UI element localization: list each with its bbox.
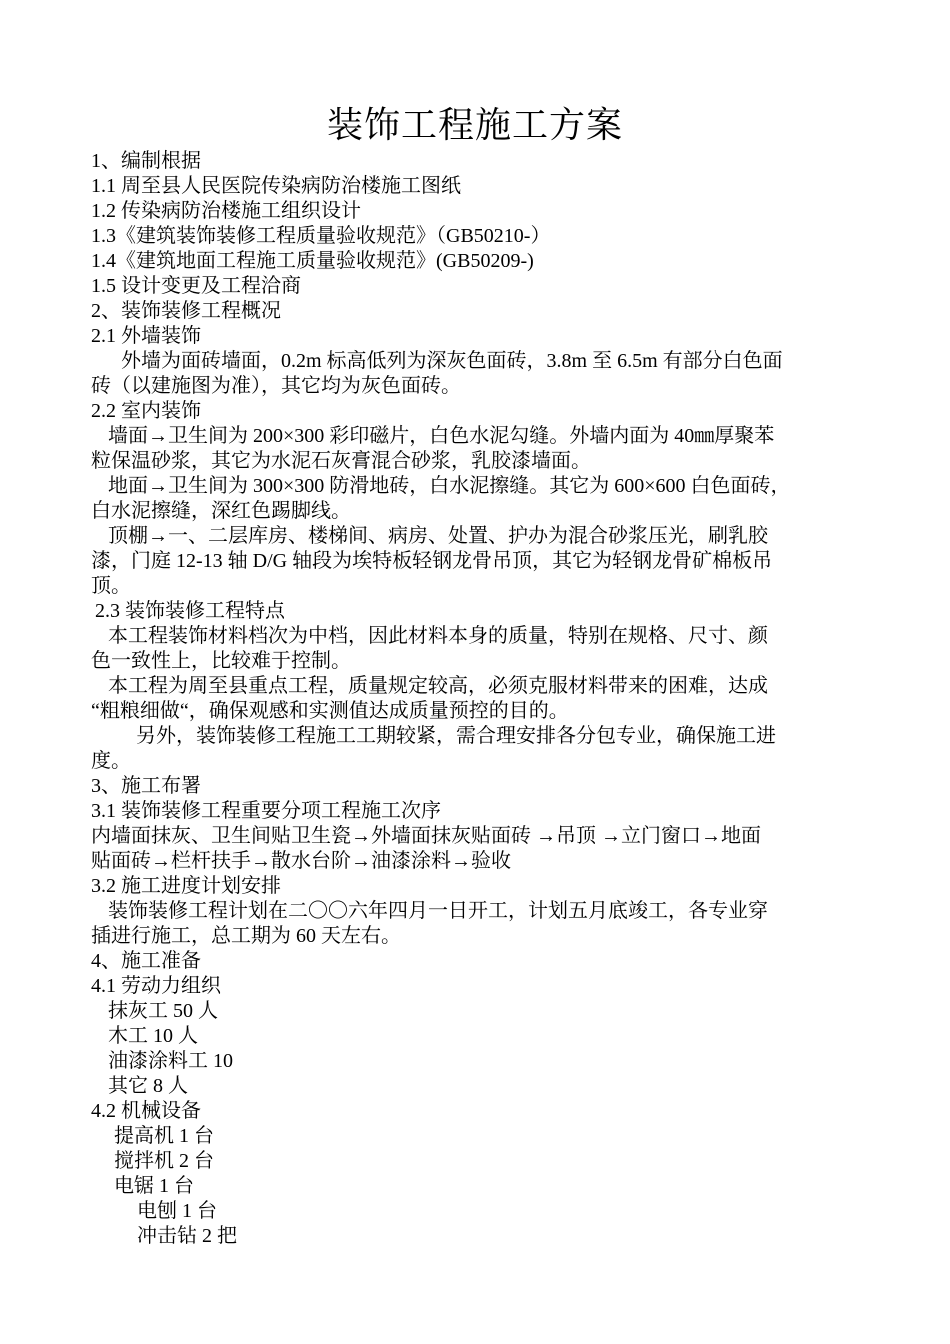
subheading: 2.1 外墙装饰 [91,325,201,347]
subheading: 4.2 机械设备 [91,1100,201,1122]
text-line: 1.4《建筑地面工程施工质量验收规范》(GB50209-) [91,250,534,272]
text-line: 顶棚→一、二层库房、楼梯间、病房、处置、护办为混合砂浆压光，刷乳胶 [108,525,768,547]
text-line: 外墙为面砖墙面，0.2m 标高低列为深灰色面砖，3.8m 至 6.5m 有部分白色面 [121,350,783,372]
heading-2: 2、装饰装修工程概况 [91,300,281,322]
subheading: 2.3 装饰装修工程特点 [95,600,285,622]
labor-item: 抹灰工 50 人 [108,1000,218,1022]
text-line: 本工程装饰材料档次为中档，因此材料本身的质量，特别在规格、尺寸、颜 [108,625,768,647]
equipment-item: 电刨 1 台 [137,1200,217,1222]
text-line: 1.2 传染病防治楼施工组织设计 [91,200,361,222]
text-line: 本工程为周至县重点工程，质量规定较高，必须克服材料带来的困难，达成 [108,675,768,697]
text-line: 1.1 周至县人民医院传染病防治楼施工图纸 [91,175,461,197]
text-line: 度。 [91,750,131,772]
heading-4: 4、施工准备 [91,950,201,972]
subheading: 4.1 劳动力组织 [91,975,221,997]
text-line: 色一致性上，比较难于控制。 [91,650,351,672]
subheading: 3.2 施工进度计划安排 [91,875,281,897]
text-line: 1.3《建筑装饰装修工程质量验收规范》（GB50210-） [91,225,551,247]
text-line: 墙面→卫生间为 200×300 彩印磁片，白色水泥勾缝。外墙内面为 40㎜厚聚苯 [108,425,775,447]
text-line: 砖（以建施图为准），其它均为灰色面砖。 [91,375,461,397]
text-line: 插进行施工，总工期为 60 天左右。 [91,925,401,947]
labor-item: 木工 10 人 [108,1025,198,1047]
text-line: 白水泥擦缝，深红色踢脚线。 [91,500,351,522]
text-line: 贴面砖→栏杆扶手→散水台阶→油漆涂料→验收 [91,850,511,872]
heading-1: 1、编制根据 [91,150,201,172]
labor-item: 其它 8 人 [108,1075,188,1097]
labor-item: 油漆涂料工 10 [108,1050,233,1072]
equipment-item: 搅拌机 2 台 [114,1150,214,1172]
equipment-item: 冲击钻 2 把 [137,1225,237,1247]
text-line: 顶。 [91,575,131,597]
text-line: 地面→卫生间为 300×300 防滑地砖，白水泥擦缝。其它为 600×600 白色面砖， [108,475,791,497]
subheading: 2.2 室内装饰 [91,400,201,422]
text-line: 装饰装修工程计划在二〇〇六年四月一日开工，计划五月底竣工，各专业穿 [108,900,768,922]
subheading: 3.1 装饰装修工程重要分项工程施工次序 [91,800,441,822]
text-line: 内墙面抹灰、卫生间贴卫生瓷→外墙面抹灰贴面砖 →吊顶 →立门窗口→地面 [91,825,761,847]
text-line: 1.5 设计变更及工程洽商 [91,275,301,297]
heading-3: 3、施工布署 [91,775,201,797]
text-line: 粒保温砂浆，其它为水泥石灰膏混合砂浆，乳胶漆墙面。 [91,450,591,472]
text-line: 另外，装饰装修工程施工工期较紧，需合理安排各分包专业，确保施工进 [136,725,776,747]
document-title: 装饰工程施工方案 [326,105,623,145]
equipment-item: 电锯 1 台 [114,1175,194,1197]
text-line: 漆，门庭 12-13 轴 D/G 轴段为埃特板轻钢龙骨吊顶，其它为轻钢龙骨矿棉板吊 [91,550,773,572]
equipment-item: 提高机 1 台 [114,1125,214,1147]
text-line: “粗粮细做“，确保观感和实测值达成质量预控的目的。 [91,700,569,722]
